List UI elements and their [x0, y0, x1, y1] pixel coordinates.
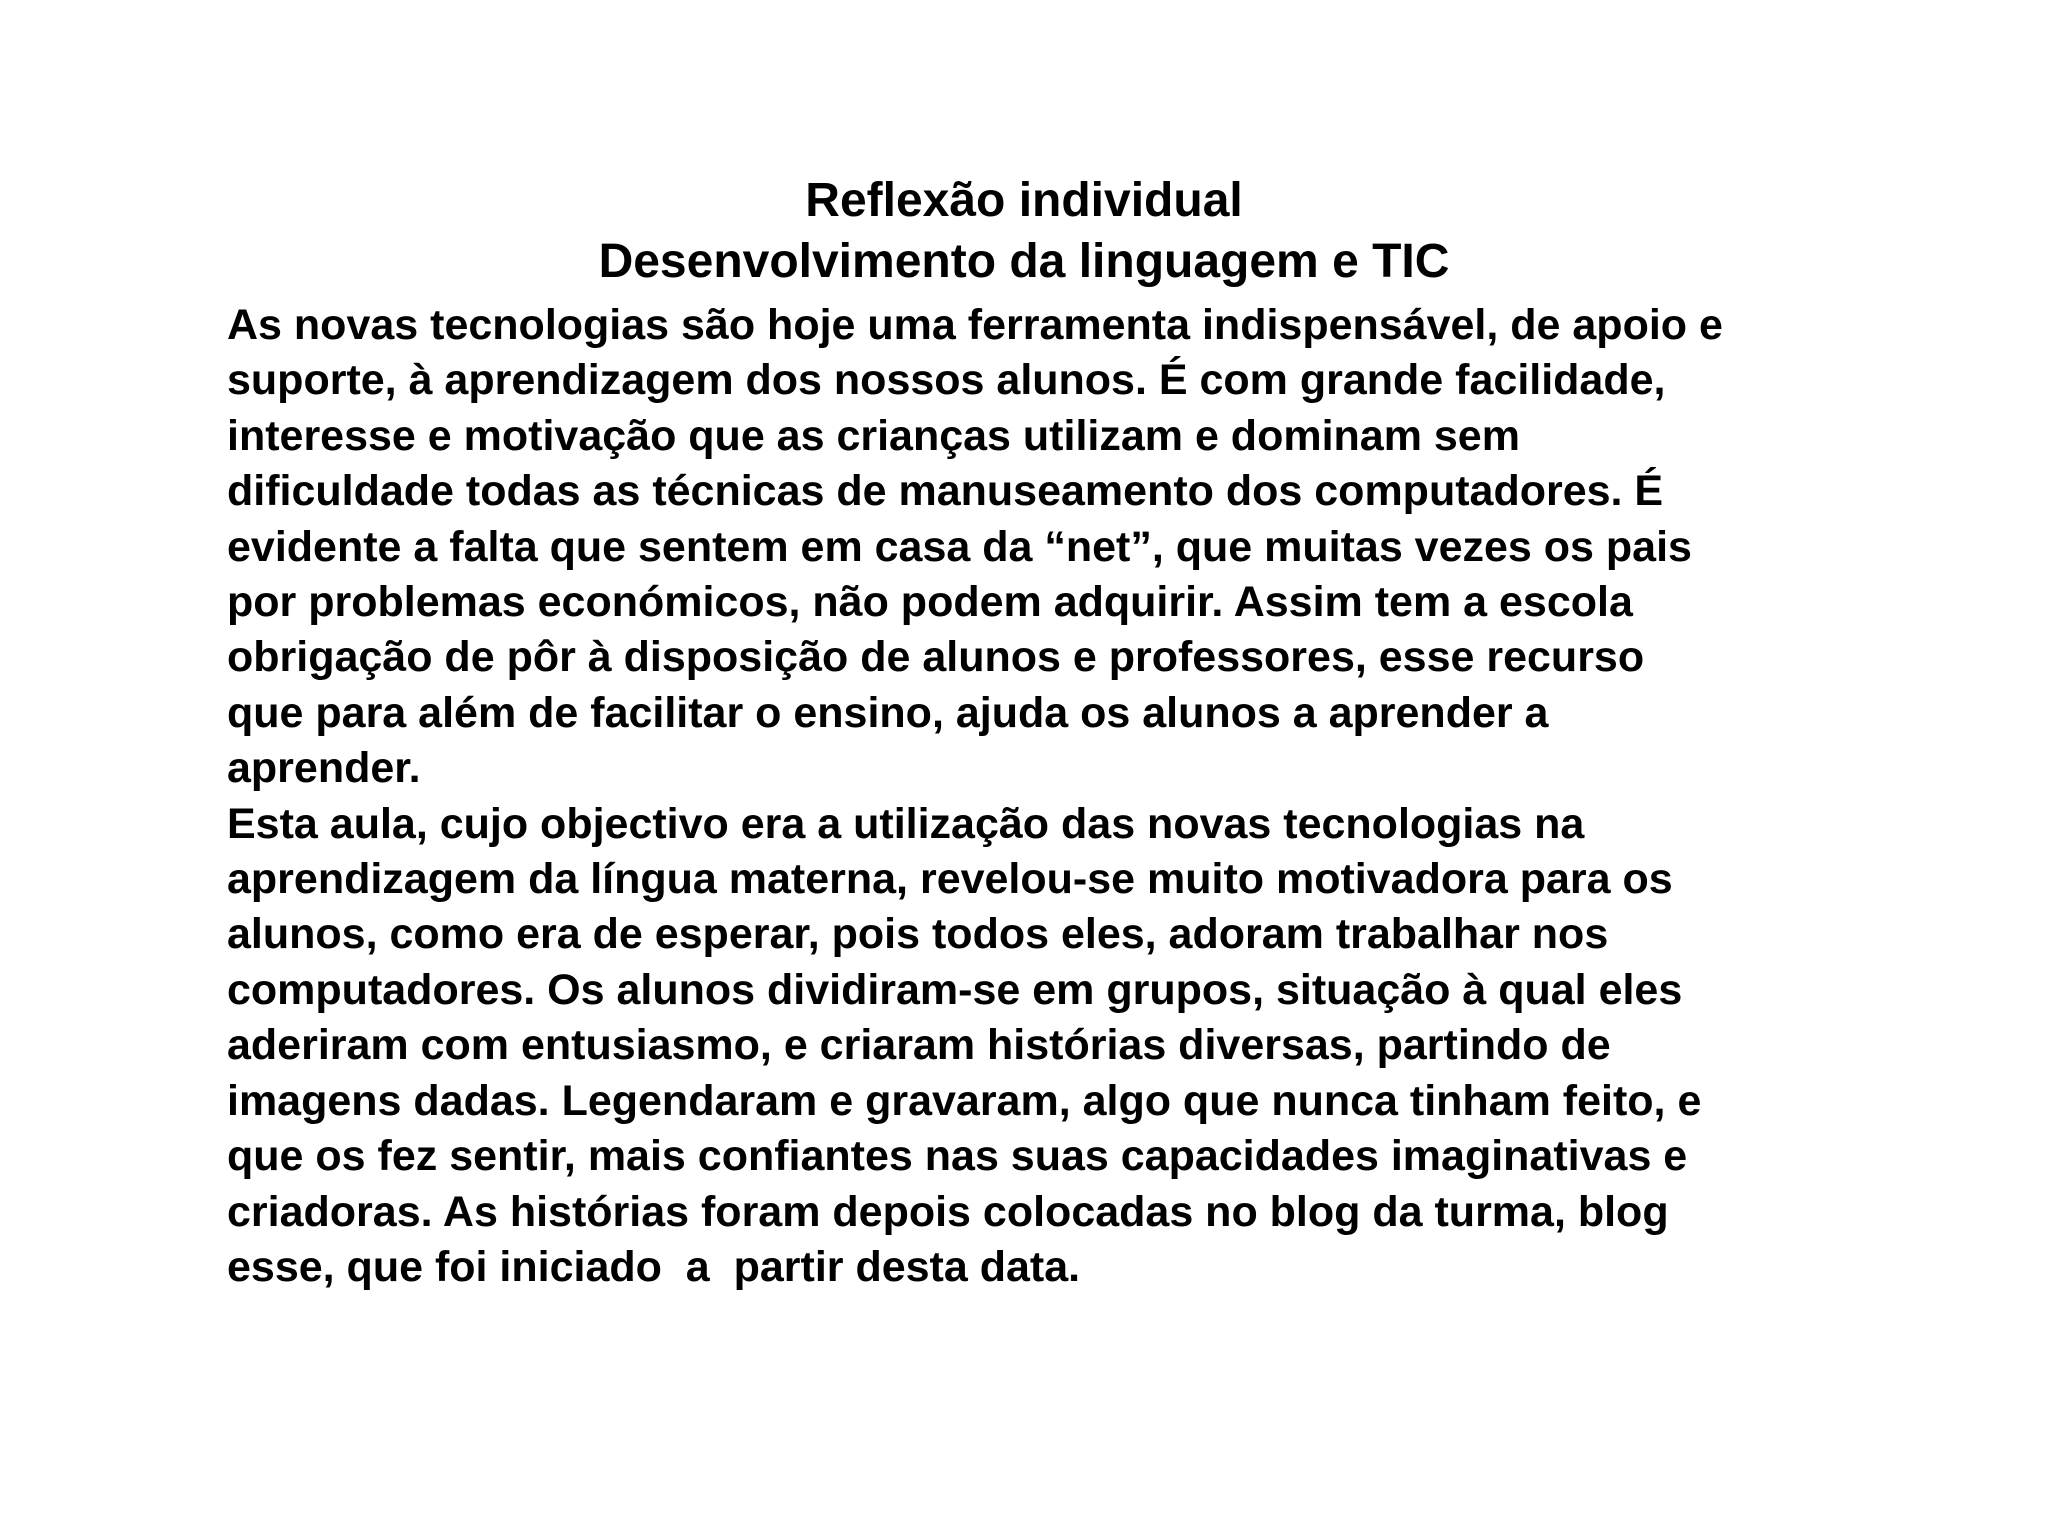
- body-line: imagens dadas. Legendaram e gravaram, algo que nunca tinham feito, e: [227, 1076, 1702, 1125]
- body-line: criadoras. As histórias foram depois colocadas no blog da turma, blog: [227, 1187, 1669, 1236]
- body-line: As novas tecnologias são hoje uma ferramenta indispensável, de apoio e: [227, 301, 1723, 349]
- body-line: Esta aula, cujo objectivo era a utilização das novas tecnologias na: [227, 799, 1585, 848]
- title-line: Reflexão individual: [805, 174, 1243, 227]
- body-line: que os fez sentir, mais confiantes nas suas capacidades imaginativas e: [227, 1132, 1688, 1181]
- body-line: esse, que foi iniciado a partir desta data.: [227, 1242, 1081, 1291]
- body-line: aprender.: [227, 744, 421, 793]
- body-line: obrigação de pôr à disposição de alunos e professores, esse recurso: [227, 633, 1645, 682]
- document-title: [0, 170, 2048, 292]
- body-line: computadores. Os alunos dividiram-se em grupos, situação à qual eles: [227, 965, 1683, 1014]
- body-line: aderiram com entusiasmo, e criaram histórias diversas, partindo de: [227, 1021, 1611, 1070]
- body-line: dificuldade todas as técnicas de manuseamento dos computadores. É: [227, 467, 1664, 516]
- document-body: [227, 298, 2027, 1295]
- body-line: interesse e motivação que as crianças utilizam e dominam sem: [227, 411, 1520, 460]
- body-line: alunos, como era de esperar, pois todos eles, adoram trabalhar nos: [227, 910, 1609, 959]
- body-line: evidente a falta que sentem em casa da “net”, que muitas vezes os pais: [227, 522, 1692, 571]
- body-line: aprendizagem da língua materna, revelou-se muito motivadora para os: [227, 855, 1673, 904]
- body-line: por problemas económicos, não podem adquirir. Assim tem a escola: [227, 578, 1633, 627]
- body-line: que para além de facilitar o ensino, ajuda os alunos a aprender a: [227, 688, 1549, 737]
- body-line: suporte, à aprendizagem dos nossos alunos. É com grande facilidade,: [227, 356, 1666, 405]
- subtitle-line: Desenvolvimento da linguagem e TIC: [598, 235, 1450, 288]
